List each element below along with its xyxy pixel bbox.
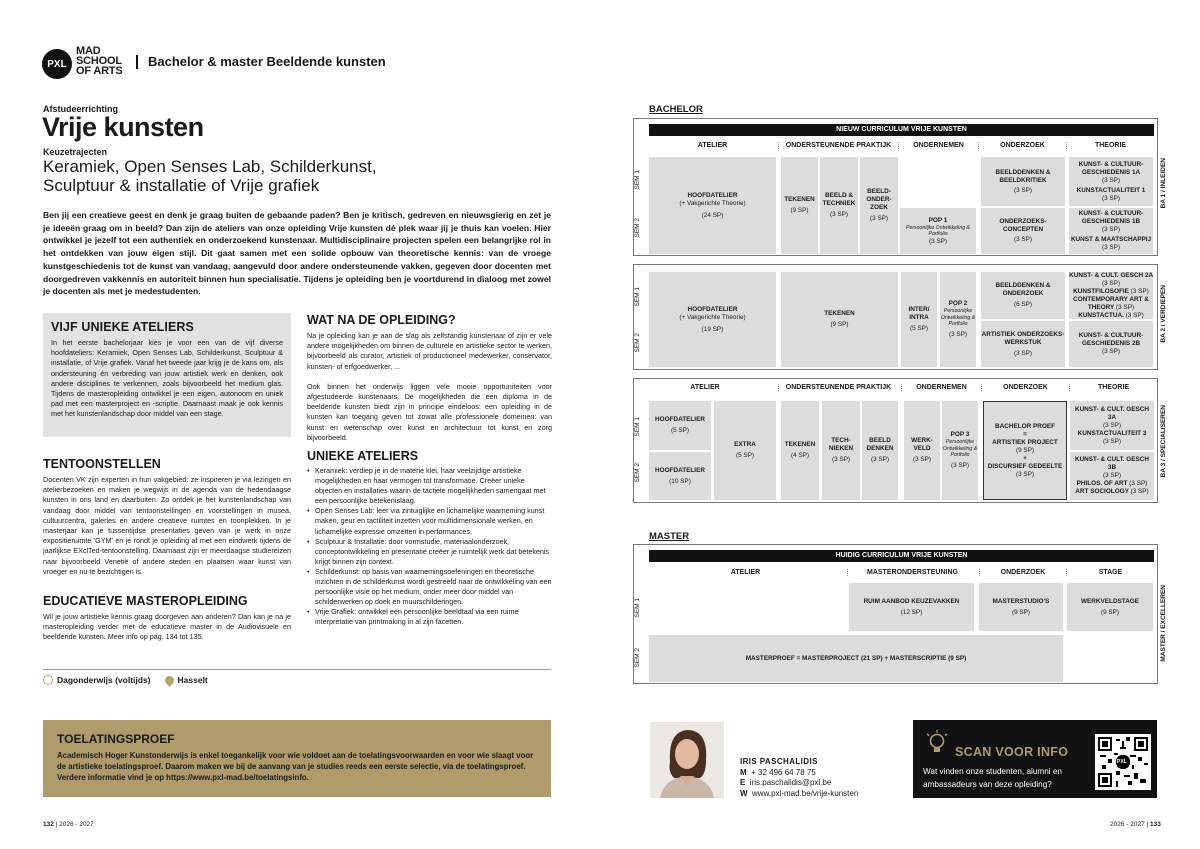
cell-sp: (5 SP) xyxy=(909,325,929,332)
page-num: 132 xyxy=(43,821,54,828)
master-bar: HUIDIG CURRICULUM VRIJE KUNSTEN xyxy=(649,550,1154,562)
contact-label: W xyxy=(740,789,748,799)
watna-section xyxy=(307,313,552,443)
col-onderzoek: ONDERZOEK xyxy=(978,142,1066,149)
cell-sub: (+ Vakgerichte Theorie) xyxy=(679,313,746,321)
cell-sp: (9 SP) xyxy=(1011,608,1031,616)
cell-title: BEELDDENKEN & ONDERZOEK xyxy=(995,282,1051,297)
cell-sub: (+ Vakgerichte Theorie) xyxy=(679,199,746,207)
cell-sp: (3 SP) xyxy=(928,237,948,245)
cell-title: BACHELOR PROEF xyxy=(994,422,1055,430)
ba3-bachelorproef xyxy=(983,401,1067,500)
list-item: • Keramiek: verdiep je in de materie klei, haar veelzijdige artistieke mogelijkheden en haar vermogen tot transformatie. Creëer unieke objecten en installaties waarin de tactiele mogelijkheden samengaat met een persoonlijke betekenislaag. xyxy=(307,466,552,506)
ba2-side-label: BA 2 / VERDIEPEN xyxy=(1160,285,1167,343)
cell-sp: (3 SP) xyxy=(1013,186,1033,194)
cell-title: BEELD & TECHNIEK xyxy=(822,192,856,207)
cell-sp: (3 SP) xyxy=(1101,244,1121,251)
page-year: | 2026 - 2027 xyxy=(53,821,94,828)
sem-label: SEM 1 xyxy=(634,287,641,307)
qr-code[interactable] xyxy=(1095,734,1151,790)
page-title: Vrije kunsten xyxy=(42,112,204,142)
cell-title: WERKVELDSTAGE xyxy=(1080,597,1140,605)
list-item: • Open Senses Lab: leer via zintuiglijke en lichamelijke waarneming kunst maken, geur en tactiliteit inzetten voor multidimensionale werken, en lichamelijke expressie omzetten in performances. xyxy=(307,506,552,536)
col-onderzoek: ONDERZOEK xyxy=(981,384,1069,391)
legend xyxy=(43,675,208,685)
col-atelier: ATELIER xyxy=(697,142,728,149)
ba3-beelddenken xyxy=(862,401,898,500)
col-masterondersteuning: MASTERONDERSTEUNING xyxy=(847,569,977,576)
cell-sp: (10 SP) xyxy=(669,477,691,485)
ba3-side-label: BA 3 / SPECIALISEREN xyxy=(1160,405,1167,478)
ba2-beelddenken xyxy=(981,272,1065,319)
cell-title: KUNST- & CULTUUR-GESCHIEDENIS 1A xyxy=(1078,160,1144,176)
sem-label: SEM 2 xyxy=(634,333,641,353)
master-proef xyxy=(649,635,1063,682)
cell-title: TEKENEN xyxy=(784,441,816,448)
cell-title: KUNST- & CULT. GESCH 2A xyxy=(1069,271,1153,279)
educatief-text: Wil je jouw artistieke kennis graag doorgeven aan anderen? Dan kan je na je masteropleiding verder met de educatieve master in de Audiovisuele en beeldende kunsten. Meer info op pag. 134 tot 135. xyxy=(43,612,291,642)
ba1-side-label: BA 1 / INLEIDEN xyxy=(1160,158,1167,209)
contact-website[interactable]: www.pxl-mad.be/vrije-kunsten xyxy=(752,789,859,799)
legend-label: Dagonderwijs (voltijds) xyxy=(57,675,151,685)
logo-line: OF ARTS xyxy=(76,65,123,77)
intro-paragraph: Ben jij een creatieve geest en denk je graag buiten de gebaande paden? Ben je kritisch, gedreven en nieuwsgierig en zet je je ideeën graag om in beeld? Dan zijn de ateliers van onze opleiding Vrije kunsten dé plek waar jij je thuis kan voelen. Hier ontwikkel je jezelf tot een authentiek en onderzoekend kunstenaar. Multidisciplinaire projecten spelen een belangrijke rol in het ontdekken van jouw eigen stijl. Dit gaat samen met een solide opbouw van theoretische kennis: van de vroege kunstgeschiedenis tot de kunst van vandaag, aangevuld door andere ondersteunende vakken, gegeven door docenten met doorgedreven vakkennis en autoriteit binnen hun specialisatie. Tijdens je opleiding ben je voortdurend in dialoog met zowel je docenten als met je medestudenten. xyxy=(43,210,551,297)
cell-title: KUNST & MAATSCHAPPIJ xyxy=(1070,236,1152,243)
ba3-tekenen xyxy=(781,401,819,500)
col-ondersteunend: ONDERSTEUNENDE PRAKTIJK xyxy=(778,142,898,149)
ba1-beeldonderzoek xyxy=(860,157,898,254)
scan-box xyxy=(913,720,1157,798)
ba2-theorie-sem2 xyxy=(1069,321,1153,367)
ba3-theorie-sem2 xyxy=(1070,452,1154,500)
cell-sp: (9 SP) xyxy=(1100,608,1120,616)
tracks-list: Keramiek, Open Senses Lab, Schilderkunst, Sculptuur & installatie of Vrije grafiek xyxy=(43,157,377,195)
contact-photo xyxy=(650,722,724,798)
bachelor-bar: NIEUW CURRICULUM VRIJE KUNSTEN xyxy=(649,124,1154,136)
ba2-theorie-sem1 xyxy=(1069,272,1153,319)
ba2-hoofdatelier xyxy=(649,272,776,367)
uniek-section xyxy=(307,449,552,628)
cell-title: POP 2 xyxy=(948,300,968,308)
toelatingsproef-box xyxy=(43,720,551,797)
sem-label: SEM 2 xyxy=(634,218,641,238)
legend-location xyxy=(165,675,208,685)
col-ondernemen: ONDERNEMEN xyxy=(898,142,978,149)
cell-sp: (3 SP) xyxy=(831,456,851,463)
cell-sp: (3 SP) xyxy=(1015,470,1035,478)
cell-title: TEKENEN xyxy=(784,196,815,203)
cell-sp: (4 SP) xyxy=(790,452,810,459)
cell-title: BEELD-ONDER-ZOEK xyxy=(866,188,892,211)
master-side-label: MASTER / EXCELLEREN xyxy=(1160,585,1167,662)
list-item: • Vrije Grafiek: ontwikkel een persoonlijke beeldtaal via een ruime interpretatie van printmaking in al zijn facetten. xyxy=(307,607,552,627)
ba1-beeld-techniek xyxy=(820,157,858,254)
cell-title: ONDERZOEKS-CONCEPTEN xyxy=(999,218,1047,233)
cell-title: HOOFDATELIER xyxy=(655,416,705,423)
cell-title: KUNST- & CULTUUR-GESCHIEDENIS 1B xyxy=(1078,210,1144,225)
qr-badge: PXL xyxy=(1117,759,1127,765)
col-theorie: THEORIE xyxy=(1069,384,1157,391)
watna-heading: WAT NA DE OPLEIDING? xyxy=(307,313,456,327)
ba1-tekenen xyxy=(781,157,818,254)
master-label: MASTER xyxy=(649,531,690,542)
watna-text-1: Na je opleiding kan je aan de slag als zelfstandig kunstenaar of zijn er vele andere mogelijkheden om binnen de culturele en artistieke sector te werken, bijvoorbeeld als curator, artistiek of productioneel medewerker, conservator, kunsten- of erfgoedwerker, ... xyxy=(307,331,552,371)
cell-title: ARTISTIEK ONDERZOEKS-WERKSTUK xyxy=(981,330,1065,346)
ba3-hoofdatelier-sem2 xyxy=(649,452,711,500)
uniek-list xyxy=(307,466,552,628)
cell-sp: (9 SP) xyxy=(830,321,849,328)
list-item: • Sculptuur & Installatie: door vormstudie, materiaalonderzoek, conceptontwikkeling en presentatie creëer je ruimtelijk werk dat betekenis krijgt binnen zijn context. xyxy=(307,537,552,567)
cell-sp: (3 SP) xyxy=(869,215,889,222)
page-number-right xyxy=(1110,821,1161,828)
col-atelier: ATELIER xyxy=(730,569,761,576)
tentoonstellen-heading: TENTOONSTELLEN xyxy=(43,457,161,471)
cell-sp: (3 SP) xyxy=(948,330,968,338)
page-num: 133 xyxy=(1150,821,1161,828)
header-title: Bachelor & master Beeldende kunsten xyxy=(148,54,386,69)
cell-title: ARTISTIEK PROJECT xyxy=(992,438,1058,446)
ba3-werkveld xyxy=(904,401,940,500)
cell-title: MASTERSTUDIO'S xyxy=(992,597,1050,605)
cell-sp: (3 SP) xyxy=(950,461,970,469)
master-werkveldstage xyxy=(1067,583,1153,631)
cell-title: CONTEMPORARY ART & THEORY xyxy=(1073,295,1149,311)
lightbulb-icon xyxy=(925,730,949,756)
ba3-theorie-sem1 xyxy=(1070,401,1154,450)
cell-title: KUNSTFILOSOFIE xyxy=(1073,287,1129,295)
ba1-theorie-sem2 xyxy=(1069,208,1153,254)
educatief-section xyxy=(43,594,291,643)
sem-label: SEM 1 xyxy=(634,598,641,618)
cell-title: WERK-VELD xyxy=(911,437,933,452)
cell-title: MASTERPROEF = MASTERPROJECT (21 SP) + MASTERSCRIPTIE (9 SP) xyxy=(745,654,967,662)
scan-title: SCAN VOOR INFO xyxy=(955,745,1069,759)
cell-sp: (3 SP) xyxy=(1013,349,1033,357)
ateliers-heading: VIJF UNIEKE ATELIERS xyxy=(51,320,194,334)
cell-sp: (19 SP) xyxy=(701,325,724,333)
cell-title: PHILOS. OF ART xyxy=(1076,480,1128,487)
cell-title: BEELDDENKEN & BEELDKRITIEK xyxy=(995,168,1051,184)
contact-phone[interactable]: + 32 496 64 78 75 xyxy=(751,767,816,777)
cell-sp: (3 SP) xyxy=(1101,176,1121,184)
sem-label: SEM 1 xyxy=(634,170,641,190)
ba2-werkstuk xyxy=(981,321,1065,367)
page-number-left xyxy=(43,821,94,828)
cell-sp: (3 SP) xyxy=(1102,437,1122,445)
cell-sp: (3 SP) xyxy=(1130,287,1149,295)
col-ondersteunend: ONDERSTEUNENDE PRAKTIJK xyxy=(778,384,898,391)
cell-sp: (9 SP) xyxy=(1015,446,1035,454)
cell-sp: (3 SP) xyxy=(1102,421,1122,429)
cell-title: KUNST- & CULT. GESCH 3A xyxy=(1074,405,1150,421)
ba1-theorie-sem1 xyxy=(1069,157,1153,206)
sem-label: SEM 1 xyxy=(634,417,641,437)
cell-title: POP 1 xyxy=(928,216,948,224)
program-eyebrow: Afstudeerrichting xyxy=(43,104,119,114)
person-portrait xyxy=(650,722,724,798)
legend-dagonderwijs xyxy=(43,675,151,685)
cell-sub: Persoonlijke Ontwikkeling & Portfolio xyxy=(942,439,978,459)
pxl-logo-badge: PXL xyxy=(42,49,72,79)
toelating-heading: TOELATINGSPROEF xyxy=(57,732,175,746)
contact-info xyxy=(740,757,858,800)
cell-sub: = xyxy=(1023,430,1027,438)
cell-title: KUNST- & CULT. GESCH 3B xyxy=(1074,456,1150,471)
contact-email[interactable]: iris.paschalidis@pxl.be xyxy=(749,778,832,788)
cell-title: KUNSTACTUALITEIT 1 xyxy=(1076,186,1146,194)
page-year: 2026 - 2027 | xyxy=(1110,821,1150,828)
tentoonstellen-section xyxy=(43,457,291,577)
ateliers-text: In het eerste bachelorjaar kies je voor een van de vijf diverse hoofdateliers: Keramiek, Open Senses Lab, Schilderkunst, Sculptuur & installatie, of Vrije grafiek. Vanaf het tweede jaar krijg je de kans om, als ondersteuning én verbreding van jouw artistiek werk en denken, ook andere disciplines te verkennen, zoals bijvoorbeeld het medium glas. Tijdens de masteropleiding ontwikkel je een eigen, autonoom en uniek pad met een masterproject en -scriptie. Daarnaast maak je ook kennis met het kunstenlandschap door middel van een stage. xyxy=(51,338,283,419)
cell-title: EXTRA xyxy=(734,441,756,448)
cell-title: RUIM AANBOD KEUZEVAKKEN xyxy=(863,597,960,605)
cell-title: DISCURSIEF GEDEELTE xyxy=(987,462,1063,470)
col-stage: STAGE xyxy=(1066,569,1154,576)
ba3-technieken xyxy=(822,401,860,500)
clock-icon xyxy=(43,675,53,685)
cell-sp: (3 SP) xyxy=(870,456,890,463)
mad-logo-text xyxy=(76,46,122,76)
cell-title: TECH-NIEKEN xyxy=(828,437,854,452)
cell-title: INTER/ INTRA xyxy=(908,306,930,321)
ba3-pop3 xyxy=(942,401,978,500)
cell-title: ART SOCIOLOGY xyxy=(1075,488,1129,495)
cell-sp: (3 SP) xyxy=(1101,279,1121,287)
ba1-hoofdatelier xyxy=(649,157,776,254)
cell-title: TEKENEN xyxy=(824,310,855,317)
cell-sp: (3 SP) xyxy=(1101,226,1121,233)
cell-sp: (3 SP) xyxy=(1130,488,1149,495)
cell-sp: (3 SP) xyxy=(1115,303,1135,311)
cell-title: KUNSTACTUA. xyxy=(1078,311,1124,319)
master-studios xyxy=(979,583,1063,631)
ba1-onderzoeksconcepten xyxy=(981,208,1065,254)
watna-text-2: Ook binnen het onderwijs liggen vele mooie opportuniteiten voor afgestudeerde kunstenaars. De mogelijkheden die een diploma in de beeldende kunsten biedt zijn in principe eindeloos: een opleiding in de kunsten kan toegang geven tot zowat alle professionele domeinen: van kunst en wetenschap over kunst en architectuur tot kunst en zorg bijvoorbeeld. xyxy=(307,381,552,442)
cell-sp: (3 SP) xyxy=(1125,311,1144,319)
cell-sp: (3 SP) xyxy=(912,456,932,463)
uniek-heading: UNIEKE ATELIERS xyxy=(307,449,419,463)
cell-title: HOOFDATELIER xyxy=(687,191,738,199)
ateliers-box xyxy=(43,313,291,437)
scan-text: Wat vinden onze studenten, alumni en ambassadeurs van deze opleiding? xyxy=(923,767,1062,789)
location-pin-icon xyxy=(163,674,176,687)
cell-sp: (24 SP) xyxy=(701,211,724,219)
educatief-heading: EDUCATIEVE MASTEROPLEIDING xyxy=(43,594,248,608)
cell-title: KUNSTACTUALITEIT 3 xyxy=(1077,429,1147,437)
cell-sp: (5 SP) xyxy=(670,427,690,434)
sem-label: SEM 2 xyxy=(634,648,641,668)
cell-sp: (3 SP) xyxy=(1129,480,1148,487)
tracks-label: Keuzetrajecten xyxy=(43,147,108,157)
cell-title: HOOFDATELIER xyxy=(687,305,738,313)
cell-sp: (3 SP) xyxy=(829,211,849,218)
ba3-hoofdatelier-sem1 xyxy=(649,401,711,450)
master-keuzevakken xyxy=(849,583,974,631)
cell-title: KUNST- & CULTUUR-GESCHIEDENIS 2B xyxy=(1078,332,1144,347)
ba2-inter-intra xyxy=(901,272,937,367)
cell-sp: (3 SP) xyxy=(1101,348,1121,355)
col-atelier: ATELIER xyxy=(690,384,720,391)
cell-sub: + xyxy=(1023,454,1027,462)
ba1-pop1 xyxy=(900,208,976,254)
contact-label: M xyxy=(740,767,747,777)
cell-sp: (12 SP) xyxy=(900,608,923,616)
bachelor-label: BACHELOR xyxy=(649,104,703,115)
header-divider xyxy=(136,55,138,69)
col-ondernemen: ONDERNEMEN xyxy=(901,384,981,391)
cell-sp: (3 SP) xyxy=(1102,472,1122,479)
cell-title: HOOFDATELIER xyxy=(655,466,705,474)
contact-label: E xyxy=(740,778,746,788)
tentoonstellen-text: Docenten VK zijn experten in hun vakgebied: ze inspireren je via lezingen en atelierbezoeken en maken je wegwijs in de agenda van de hedendaagse kunsten in ons land en daarbuiten. Zo ontdek je het kunstenlandschap van vandaag door middel van tentoonstellingen en voorstellingen in musea, cultuurcentra, galeries en andere creatieve ruimtes en toonplekken. In je masterjaar kan je tussentijdse presentaties geven van je werk in onze expositieruimte 'GYM' en je rondt je opleiding af met een eindwerk tijdens de jaarlijkse EXclTed-tentoonstelling. Daarnaast zijn er meerdaagse studiereizen naar bijvoorbeeld Venetië of andere steden en plaatsen waar kunst van vroeger en nu te bezichtigen is. xyxy=(43,475,291,576)
ba2-pop2 xyxy=(940,272,976,367)
ba1-beelddenken xyxy=(981,157,1065,206)
toelating-text: Academisch Hoger Kunstonderwijs is enkel toegankelijk voor wie voldoet aan de toelatingsvoorwaarden en voor wie slaagt voor de artistieke toelatingsproef. Daarom maken we bij de aanvang van je studies reeds een eerste selectie, via de toelatingsproef. Verdere informatie vind je op https://www.pxl-mad.be/toelatingsinfo. xyxy=(57,751,534,782)
col-onderzoek: ONDERZOEK xyxy=(979,569,1066,576)
legend-label: Hasselt xyxy=(177,675,208,685)
cell-sub: Persoonlijke Ontwikkeling & Portfolio xyxy=(905,224,970,237)
cell-title: BEELD DENKEN xyxy=(866,437,894,452)
cell-sub: Persoonlijke Ontwikkeling & Portfolio xyxy=(940,308,976,328)
contact-name: IRIS PASCHALIDIS xyxy=(740,757,818,766)
ba3-extra xyxy=(714,401,776,500)
cell-sp: (3 SP) xyxy=(1013,236,1033,243)
cell-sp: (9 SP) xyxy=(790,207,809,214)
cell-sp: (3 SP) xyxy=(1101,194,1121,202)
cell-sp: (5 SP) xyxy=(735,452,755,459)
col-theorie: THEORIE xyxy=(1066,142,1154,149)
logo-line: MAD xyxy=(76,45,101,57)
cell-sp: (6 SP) xyxy=(1013,301,1033,308)
list-item: • Schilderkunst: op basis van waarnemingsoefeningen en theoretische inzichten in de schilderkunst wordt gestreefd naar de ontwikkeling van een persoonlijke visie op het medium, onder meer door middel van schilderwerken op doek en muurschilderingen. xyxy=(307,567,552,607)
logo-line: SCHOOL xyxy=(76,55,122,67)
divider xyxy=(43,669,551,670)
ba2-tekenen xyxy=(781,272,898,367)
cell-title: POP 3 xyxy=(950,431,970,439)
sem-label: SEM 2 xyxy=(634,463,641,483)
